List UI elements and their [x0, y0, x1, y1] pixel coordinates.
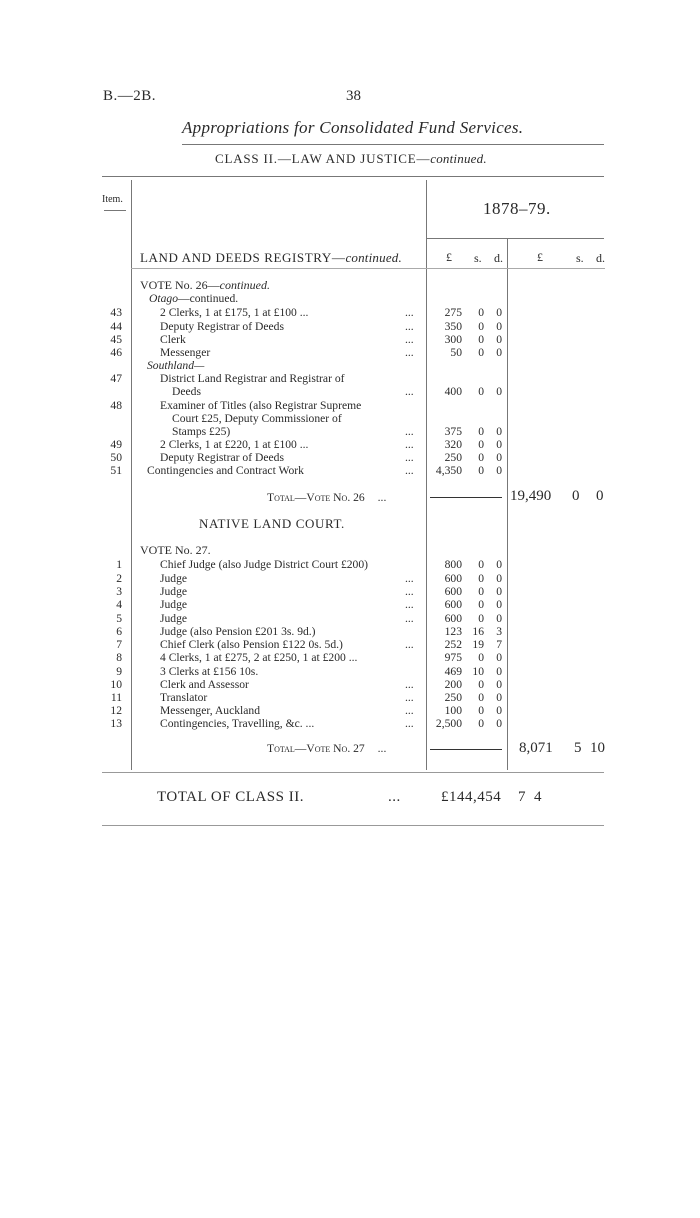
item-number: 49	[110, 438, 122, 451]
section-heading-suffix: continued.	[345, 250, 402, 265]
vote-26-total-shillings: 0	[572, 488, 580, 504]
vote-27-total-dash	[430, 749, 502, 750]
title-rule	[182, 144, 604, 145]
leader-dots: ...	[405, 598, 414, 611]
amount-pounds: 2,500	[435, 717, 462, 730]
amount-shillings: 0	[478, 558, 484, 571]
grand-total-label: TOTAL OF CLASS II.	[157, 789, 304, 805]
pound-column-label: £	[446, 250, 452, 264]
item-number: 3	[116, 585, 122, 598]
amount-pence: 3	[496, 625, 502, 638]
amount-pence: 0	[496, 612, 502, 625]
class-heading-suffix: continued.	[430, 151, 487, 166]
amount-shillings: 10	[472, 665, 484, 678]
amount-pence: 0	[496, 333, 502, 346]
amount-pence: 0	[496, 451, 502, 464]
vote-27-total-text: Total—Vote No. 27	[267, 742, 365, 755]
amount-shillings: 0	[478, 451, 484, 464]
item-description: Deeds	[172, 385, 201, 398]
amount-pence: 0	[496, 572, 502, 585]
amount-pounds: 600	[444, 612, 462, 625]
year-rule	[426, 238, 604, 239]
amount-pounds: 200	[444, 678, 462, 691]
pence-total-column-label: d.	[596, 251, 605, 265]
vote-26-total-label	[267, 491, 386, 504]
total-column-rule	[507, 238, 508, 770]
amount-shillings: 0	[478, 464, 484, 477]
vote-26-label	[140, 278, 270, 293]
leader-dots: ...	[405, 691, 414, 704]
leader-dots: ...	[405, 451, 414, 464]
vote-27-total-pence: 10	[590, 740, 605, 756]
amount-shillings: 0	[478, 598, 484, 611]
item-number: 8	[116, 651, 122, 664]
amount-pence: 7	[496, 638, 502, 651]
amount-pence: 0	[496, 585, 502, 598]
amount-pounds: 250	[444, 451, 462, 464]
item-description: Deputy Registrar of Deeds	[160, 320, 284, 333]
vote-26-total-pence: 0	[596, 488, 604, 504]
subregion-otago	[149, 292, 238, 305]
leader-dots: ...	[405, 638, 414, 651]
item-number: 43	[110, 306, 122, 319]
amount-pounds: 400	[444, 385, 462, 398]
amount-pence: 0	[496, 665, 502, 678]
amount-pence: 0	[496, 704, 502, 717]
item-number: 5	[116, 612, 122, 625]
item-description: Stamps £25)	[172, 425, 231, 438]
amount-shillings: 0	[478, 320, 484, 333]
amount-pounds: 800	[444, 558, 462, 571]
amount-shillings: 0	[478, 691, 484, 704]
section-heading-native-land-court: NATIVE LAND COURT.	[199, 516, 345, 531]
amount-shillings: 19	[472, 638, 484, 651]
item-description: Deputy Registrar of Deeds	[160, 451, 284, 464]
section-heading-land-deeds	[140, 250, 402, 266]
item-description: Messenger, Auckland	[160, 704, 260, 717]
class-heading	[215, 151, 487, 167]
item-number: 45	[110, 333, 122, 346]
item-description: Judge	[160, 572, 188, 585]
shilling-total-column-label: s.	[576, 251, 584, 265]
subregion-otago-suffix: —continued.	[177, 292, 239, 305]
vote-26-text: VOTE No. 26—	[140, 278, 220, 292]
amount-shillings: 0	[478, 438, 484, 451]
leader-dots: ...	[405, 320, 414, 333]
item-number: 9	[116, 665, 122, 678]
leader-dots: ...	[405, 585, 414, 598]
grand-total-pounds: £144,454	[441, 789, 502, 805]
amount-pence: 0	[496, 651, 502, 664]
vote-26-suffix: continued.	[219, 278, 270, 292]
amount-pence: 0	[496, 464, 502, 477]
item-description: 4 Clerks, 1 at £275, 2 at £250, 1 at £200 ...	[160, 651, 358, 664]
amount-shillings: 0	[478, 306, 484, 319]
amount-shillings: 0	[478, 651, 484, 664]
subregion-otago-name: Otago	[149, 292, 178, 305]
item-description: Clerk	[160, 333, 186, 346]
amount-shillings: 0	[478, 585, 484, 598]
amount-shillings: 0	[478, 678, 484, 691]
item-description: Messenger	[160, 346, 211, 359]
amount-pounds: 50	[450, 346, 462, 359]
pence-column-label: d.	[494, 251, 503, 265]
amount-shillings: 0	[478, 612, 484, 625]
vote-26-total-pounds: 19,490	[510, 488, 552, 504]
leader-dots: ...	[405, 333, 414, 346]
amount-shillings: 0	[478, 572, 484, 585]
amount-pence: 0	[496, 678, 502, 691]
amount-pounds: 600	[444, 585, 462, 598]
amount-pence: 0	[496, 306, 502, 319]
amount-pence: 0	[496, 346, 502, 359]
item-description: Chief Judge (also Judge District Court £200)	[160, 558, 369, 571]
amount-shillings: 0	[478, 717, 484, 730]
amount-pounds: 975	[444, 651, 462, 664]
item-description: Judge	[160, 585, 188, 598]
section-heading-text: LAND AND DEEDS REGISTRY—	[140, 250, 346, 265]
leader-dots: ...	[405, 717, 414, 730]
vote-26-total-dots: ...	[377, 491, 387, 504]
amount-pence: 0	[496, 558, 502, 571]
item-label-rule	[104, 210, 126, 211]
item-description: Chief Clerk (also Pension £122 0s. 5d.)	[160, 638, 343, 651]
amount-pounds: 250	[444, 691, 462, 704]
amount-pence: 0	[496, 425, 502, 438]
item-number: 1	[116, 558, 122, 571]
leader-dots: ...	[405, 306, 414, 319]
grand-total-shillings: 7	[518, 789, 526, 805]
item-number: 46	[110, 346, 122, 359]
item-number: 2	[116, 572, 122, 585]
document-code: B.—2B.	[103, 88, 157, 104]
item-number: 48	[110, 399, 122, 412]
vote-27-label: VOTE No. 27.	[140, 543, 211, 557]
page-number: 38	[346, 88, 361, 104]
amount-pounds: 350	[444, 320, 462, 333]
subregion-southland: Southland—	[147, 359, 205, 372]
leader-dots: ...	[405, 346, 414, 359]
item-number: 51	[110, 464, 122, 477]
vote-27-total-label	[267, 742, 386, 755]
amount-pounds: 320	[444, 438, 462, 451]
item-number: 13	[110, 717, 122, 730]
item-description: 3 Clerks at £156 10s.	[160, 665, 259, 678]
item-number: 12	[110, 704, 122, 717]
item-description: Contingencies and Contract Work	[147, 464, 304, 477]
year-heading: 1878–79.	[483, 199, 551, 218]
item-description: Judge	[160, 598, 188, 611]
amount-pounds: 252	[444, 638, 462, 651]
item-description: Court £25, Deputy Commissioner of	[172, 412, 342, 425]
amount-shillings: 0	[478, 385, 484, 398]
amount-pounds: 375	[444, 425, 462, 438]
amount-pence: 0	[496, 438, 502, 451]
grand-total-pence: 4	[534, 789, 542, 805]
amount-pence: 0	[496, 691, 502, 704]
item-number: 44	[110, 320, 122, 333]
item-number: 4	[116, 598, 122, 611]
item-number: 7	[116, 638, 122, 651]
amount-shillings: 0	[478, 704, 484, 717]
leader-dots: ...	[405, 678, 414, 691]
amount-shillings: 16	[472, 625, 484, 638]
leader-dots: ...	[405, 704, 414, 717]
class-heading-main: CLASS II.—LAW AND JUSTICE—	[215, 151, 431, 166]
leader-dots: ...	[405, 425, 414, 438]
item-description: Translator	[160, 691, 208, 704]
amount-shillings: 0	[478, 333, 484, 346]
leader-dots: ...	[405, 385, 414, 398]
vote-26-total-dash	[430, 497, 502, 498]
amount-pence: 0	[496, 717, 502, 730]
amount-pounds: 275	[444, 306, 462, 319]
grand-total-dots: ...	[388, 789, 401, 805]
vote-27-total-dots: ...	[377, 742, 387, 755]
amount-pence: 0	[496, 320, 502, 333]
item-description: 2 Clerks, 1 at £175, 1 at £100 ...	[160, 306, 309, 319]
item-number: 11	[110, 691, 122, 704]
amount-pounds: 4,350	[435, 464, 462, 477]
item-number: 50	[110, 451, 122, 464]
vote-27-total-pounds: 8,071	[519, 740, 553, 756]
grand-total-bottom-rule	[102, 825, 604, 826]
pound-total-column-label: £	[537, 250, 543, 264]
section-rule	[131, 268, 605, 269]
item-description: 2 Clerks, 1 at £220, 1 at £100 ...	[160, 438, 309, 451]
shilling-column-label: s.	[474, 251, 482, 265]
amount-pence: 0	[496, 598, 502, 611]
leader-dots: ...	[405, 438, 414, 451]
leader-dots: ...	[405, 612, 414, 625]
page-title: Appropriations for Consolidated Fund Services.	[182, 118, 524, 137]
table-top-rule	[102, 176, 604, 177]
item-description: Judge	[160, 612, 188, 625]
amount-pounds: 300	[444, 333, 462, 346]
item-column-label: Item.	[102, 194, 123, 205]
item-description: Clerk and Assessor	[160, 678, 249, 691]
item-number: 6	[116, 625, 122, 638]
vote-27-total-shillings: 5	[574, 740, 582, 756]
amount-shillings: 0	[478, 425, 484, 438]
leader-dots: ...	[405, 572, 414, 585]
vote-26-total-text: Total—Vote No. 26	[267, 491, 365, 504]
item-number: 47	[110, 372, 122, 385]
grand-total-top-rule	[102, 772, 604, 773]
item-description: Examiner of Titles (also Registrar Supreme	[160, 399, 362, 412]
item-description: Judge (also Pension £201 3s. 9d.)	[160, 625, 316, 638]
amount-pounds: 469	[444, 665, 462, 678]
item-description: District Land Registrar and Registrar of	[160, 372, 345, 385]
item-description: Contingencies, Travelling, &c. ...	[160, 717, 315, 730]
leader-dots: ...	[405, 464, 414, 477]
amount-shillings: 0	[478, 346, 484, 359]
amount-pence: 0	[496, 385, 502, 398]
amount-pounds: 100	[444, 704, 462, 717]
amount-pounds: 123	[444, 625, 462, 638]
amount-pounds: 600	[444, 598, 462, 611]
amount-pounds: 600	[444, 572, 462, 585]
item-number: 10	[110, 678, 122, 691]
